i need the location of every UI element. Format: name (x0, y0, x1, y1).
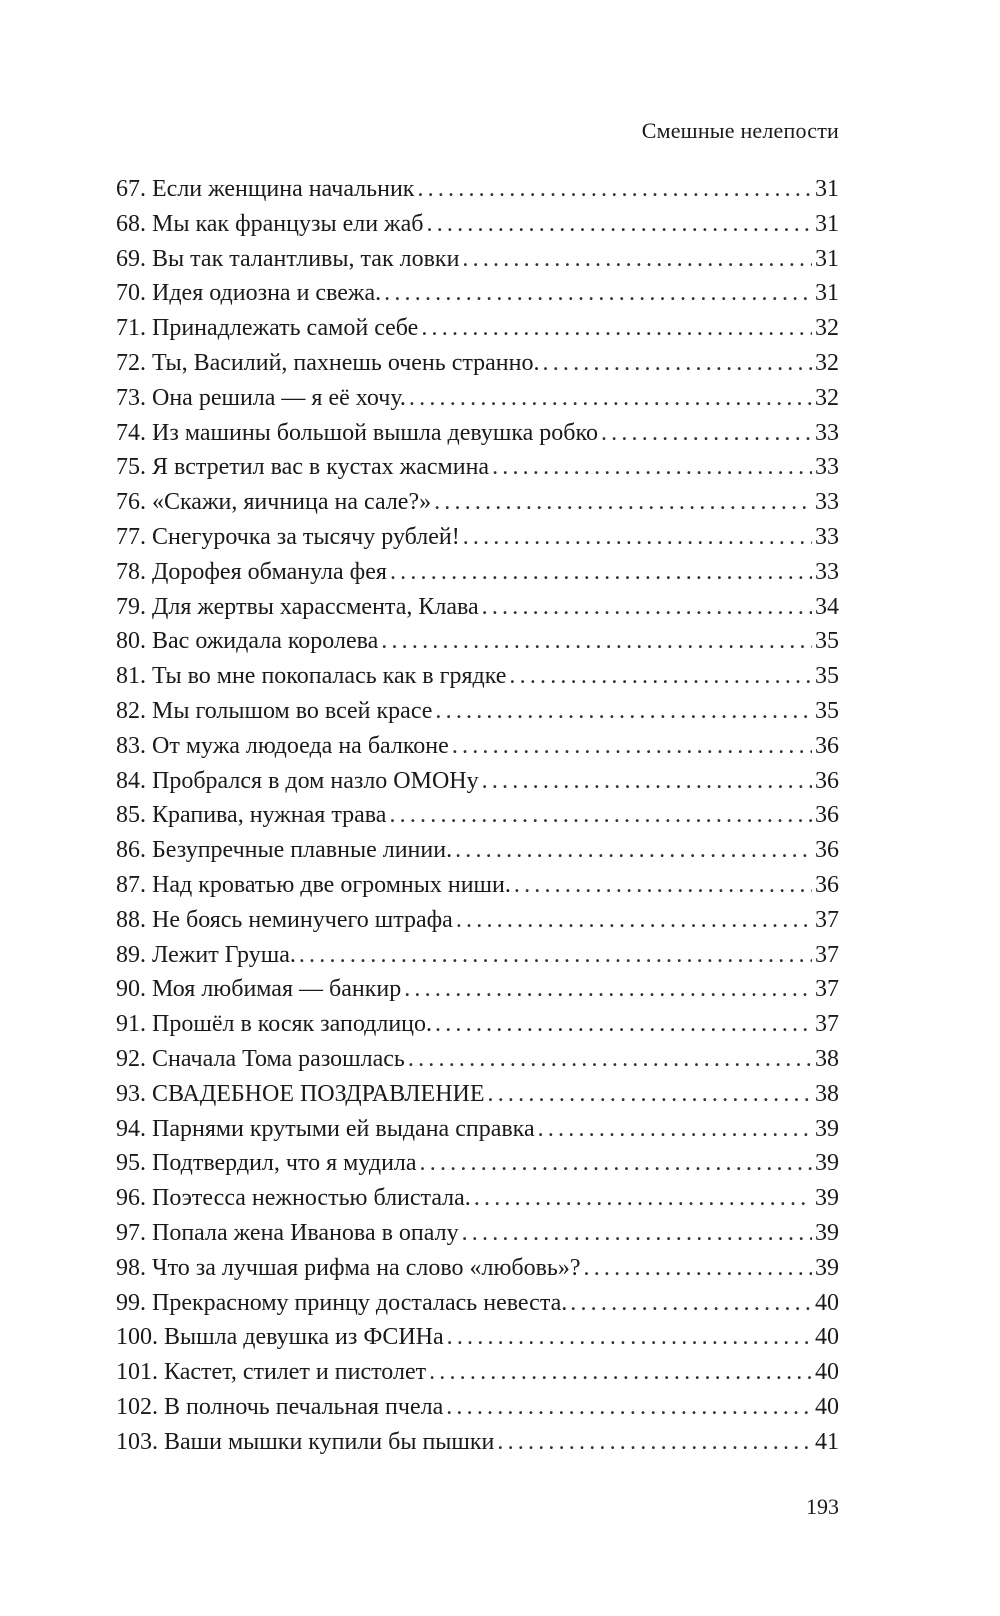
toc-entry-title: 72. Ты, Василий, пахнешь очень странно. (116, 349, 540, 376)
toc-entry-page: 40 (815, 1393, 839, 1420)
toc-entry-page: 35 (815, 663, 839, 690)
toc-entry-page: 32 (815, 315, 839, 342)
toc-entry-page: 36 (815, 732, 839, 759)
toc-entry (116, 1077, 839, 1112)
toc-entry (116, 1286, 839, 1321)
toc-entry (116, 172, 839, 207)
dot-leader (570, 1286, 812, 1321)
toc-entry-page: 41 (815, 1428, 839, 1455)
dot-leader (446, 1390, 812, 1425)
toc-entry-page: 39 (815, 1254, 839, 1281)
dot-leader (384, 276, 812, 311)
toc-entry-title: 91. Прошёл в косяк заподлицо. (116, 1011, 433, 1038)
toc-entry (116, 1216, 839, 1251)
toc-entry-title: 100. Вышла девушка из ФСИНа (116, 1324, 444, 1351)
toc-entry-page: 35 (815, 628, 839, 655)
toc-entry-title: 101. Кастет, стилет и пистолет (116, 1359, 427, 1386)
toc-entry (116, 729, 839, 764)
toc-entry-page: 39 (815, 1150, 839, 1177)
dot-leader (447, 1320, 812, 1355)
toc-entry-page: 34 (815, 593, 839, 620)
toc-entry (116, 1112, 839, 1147)
toc-entry (116, 276, 839, 311)
toc-entry (116, 694, 839, 729)
toc-entry (116, 346, 839, 381)
toc-entry-page: 37 (815, 906, 839, 933)
toc-entry-page: 31 (815, 176, 839, 202)
toc-entry-page: 33 (815, 523, 839, 550)
toc-entry-title: 98. Что за лучшая рифма на слово «любовь»? (116, 1254, 581, 1281)
dot-leader (435, 1007, 812, 1042)
dot-leader (420, 1146, 812, 1181)
toc-entry-page: 36 (815, 871, 839, 898)
dot-leader (492, 450, 812, 485)
dot-leader (497, 1425, 812, 1460)
toc-entry (116, 381, 839, 416)
dot-leader (509, 659, 812, 694)
toc-entry-page: 39 (815, 1115, 839, 1142)
dot-leader (463, 520, 812, 555)
toc-entry-page: 38 (815, 1045, 839, 1072)
dot-leader (409, 381, 812, 416)
toc-entry (116, 1425, 839, 1460)
toc-entry (116, 1355, 839, 1390)
toc-entry (116, 450, 839, 485)
toc-entry-title: 77. Снегурочка за тысячу рублей! (116, 523, 460, 550)
toc-entry (116, 1390, 839, 1425)
dot-leader (389, 798, 812, 833)
dot-leader (417, 172, 812, 207)
toc-entry-title: 68. Мы как французы ели жаб (116, 210, 424, 237)
toc-entry (116, 1042, 839, 1077)
toc-entry-title: 79. Для жертвы харассмента, Клава (116, 593, 479, 620)
toc-entry-page: 38 (815, 1080, 839, 1107)
toc-entry (116, 1146, 839, 1181)
dot-leader (404, 972, 812, 1007)
toc-entry-page: 37 (815, 976, 839, 1003)
toc-entry (116, 590, 839, 625)
dot-leader (482, 764, 812, 799)
dot-leader (462, 242, 812, 277)
toc-entry-page: 40 (815, 1289, 839, 1316)
toc-entry-title: 95. Подтвердил, что я мудила (116, 1150, 417, 1177)
toc-entry-title: 74. Из машины большой вышла девушка робко (116, 419, 598, 446)
toc-entry-title: 87. Над кроватью две огромных ниши. (116, 871, 511, 898)
toc-entry (116, 868, 839, 903)
toc-entry-page: 33 (815, 489, 839, 516)
toc-entry (116, 1251, 839, 1286)
dot-leader (456, 903, 812, 938)
dot-leader (538, 1112, 812, 1147)
toc-entry-title: 90. Моя любимая — банкир (116, 976, 402, 1003)
toc-entry (116, 1320, 839, 1355)
dot-leader (390, 555, 812, 590)
running-head-title: Смешные нелепости (641, 118, 839, 143)
toc-entry (116, 416, 839, 451)
toc-entry (116, 1181, 839, 1216)
toc-entry-title: 86. Безупречные плавные линии. (116, 837, 453, 864)
dot-leader (435, 694, 812, 729)
toc-entry (116, 311, 839, 346)
toc-entry (116, 764, 839, 799)
toc-entry-title: 75. Я встретил вас в кустах жасмина (116, 454, 490, 481)
toc-entry-title: 67. Если женщина начальник (116, 176, 415, 202)
dot-leader (429, 1355, 812, 1390)
toc-entry-title: 82. Мы голышом во всей красе (116, 697, 433, 724)
toc-entry (116, 520, 839, 555)
toc-entry-title: 73. Она решила — я её хочу. (116, 384, 406, 411)
toc-entry (116, 972, 839, 1007)
toc-entry-page: 32 (815, 384, 839, 411)
toc-entry-title: 81. Ты во мне покопалась как в грядке (116, 663, 507, 690)
toc-entry-title: 97. Попала жена Иванова в опалу (116, 1219, 459, 1246)
toc-entry-title: 69. Вы так талантливы, так ловки (116, 245, 460, 272)
dot-leader (601, 416, 812, 451)
dot-leader (427, 207, 813, 242)
toc-entry (116, 659, 839, 694)
toc-entry-page: 36 (815, 837, 839, 864)
toc-entry-title: 99. Прекрасному принцу досталась невеста. (116, 1289, 568, 1316)
toc-entry (116, 242, 839, 277)
toc-entry-page: 31 (815, 245, 839, 272)
dot-leader (462, 1216, 812, 1251)
toc-entry-title: 78. Дорофея обманула фея (116, 558, 387, 585)
page-number: 193 (806, 1494, 839, 1519)
dot-leader (381, 624, 812, 659)
toc-entry-page: 40 (815, 1359, 839, 1386)
toc-entry-page: 33 (815, 419, 839, 446)
toc-entry (116, 833, 839, 868)
toc-entry-page: 32 (815, 349, 839, 376)
dot-leader (543, 346, 813, 381)
toc-entry-title: 93. СВАДЕБНОЕ ПОЗДРАВЛЕНИЕ (116, 1080, 485, 1107)
toc-entry (116, 1007, 839, 1042)
dot-leader (488, 1077, 812, 1112)
toc-entry-title: 92. Сначала Тома разошлась (116, 1045, 405, 1072)
dot-leader (421, 311, 812, 346)
dot-leader (408, 1042, 812, 1077)
toc-entry-title: 96. Поэтесса нежностью блистала. (116, 1185, 471, 1212)
toc-entry (116, 207, 839, 242)
dot-leader (455, 833, 812, 868)
dot-leader (514, 868, 812, 903)
toc-entry-title: 94. Парнями крутыми ей выдана справка (116, 1115, 535, 1142)
toc-entry-page: 31 (815, 280, 839, 307)
toc-entry-page: 39 (815, 1219, 839, 1246)
toc-entry-title: 80. Вас ожидала королева (116, 628, 379, 655)
toc-entry-page: 37 (815, 941, 839, 968)
toc-entry (116, 555, 839, 590)
toc-entry (116, 798, 839, 833)
dot-leader (299, 938, 812, 973)
toc-entry-title: 71. Принадлежать самой себе (116, 315, 419, 342)
toc-entry-title: 76. «Скажи, яичница на сале?» (116, 489, 432, 516)
toc-entry (116, 624, 839, 659)
toc-entry-page: 31 (815, 210, 839, 237)
dot-leader (434, 485, 812, 520)
toc-entry-page: 33 (815, 558, 839, 585)
dot-leader (474, 1181, 812, 1216)
toc-entry (116, 903, 839, 938)
dot-leader (482, 590, 812, 625)
toc-entry (116, 938, 839, 973)
toc-entry-title: 103. Ваши мышки купили бы пышки (116, 1428, 495, 1455)
toc-entry-title: 83. От мужа людоеда на балконе (116, 732, 449, 759)
toc-entry-title: 84. Пробрался в дом назло ОМОНу (116, 767, 479, 794)
toc-entry (116, 485, 839, 520)
toc-entry-page: 35 (815, 697, 839, 724)
toc-entry-title: 88. Не боясь неминучего штрафа (116, 906, 453, 933)
toc-entry-page: 36 (815, 802, 839, 829)
toc-entry-page: 39 (815, 1185, 839, 1212)
toc-entry-page: 33 (815, 454, 839, 481)
toc-entry-title: 70. Идея одиозна и свежа. (116, 280, 382, 307)
toc-entry-title: 89. Лежит Груша. (116, 941, 296, 968)
toc-entry-page: 40 (815, 1324, 839, 1351)
toc-entry-title: 85. Крапива, нужная трава (116, 802, 387, 829)
toc-entry-page: 37 (815, 1011, 839, 1038)
dot-leader (584, 1251, 812, 1286)
dot-leader (452, 729, 812, 764)
table-of-contents (116, 172, 839, 1459)
toc-entry-title: 102. В полночь печальная пчела (116, 1393, 444, 1420)
toc-entry-page: 36 (815, 767, 839, 794)
